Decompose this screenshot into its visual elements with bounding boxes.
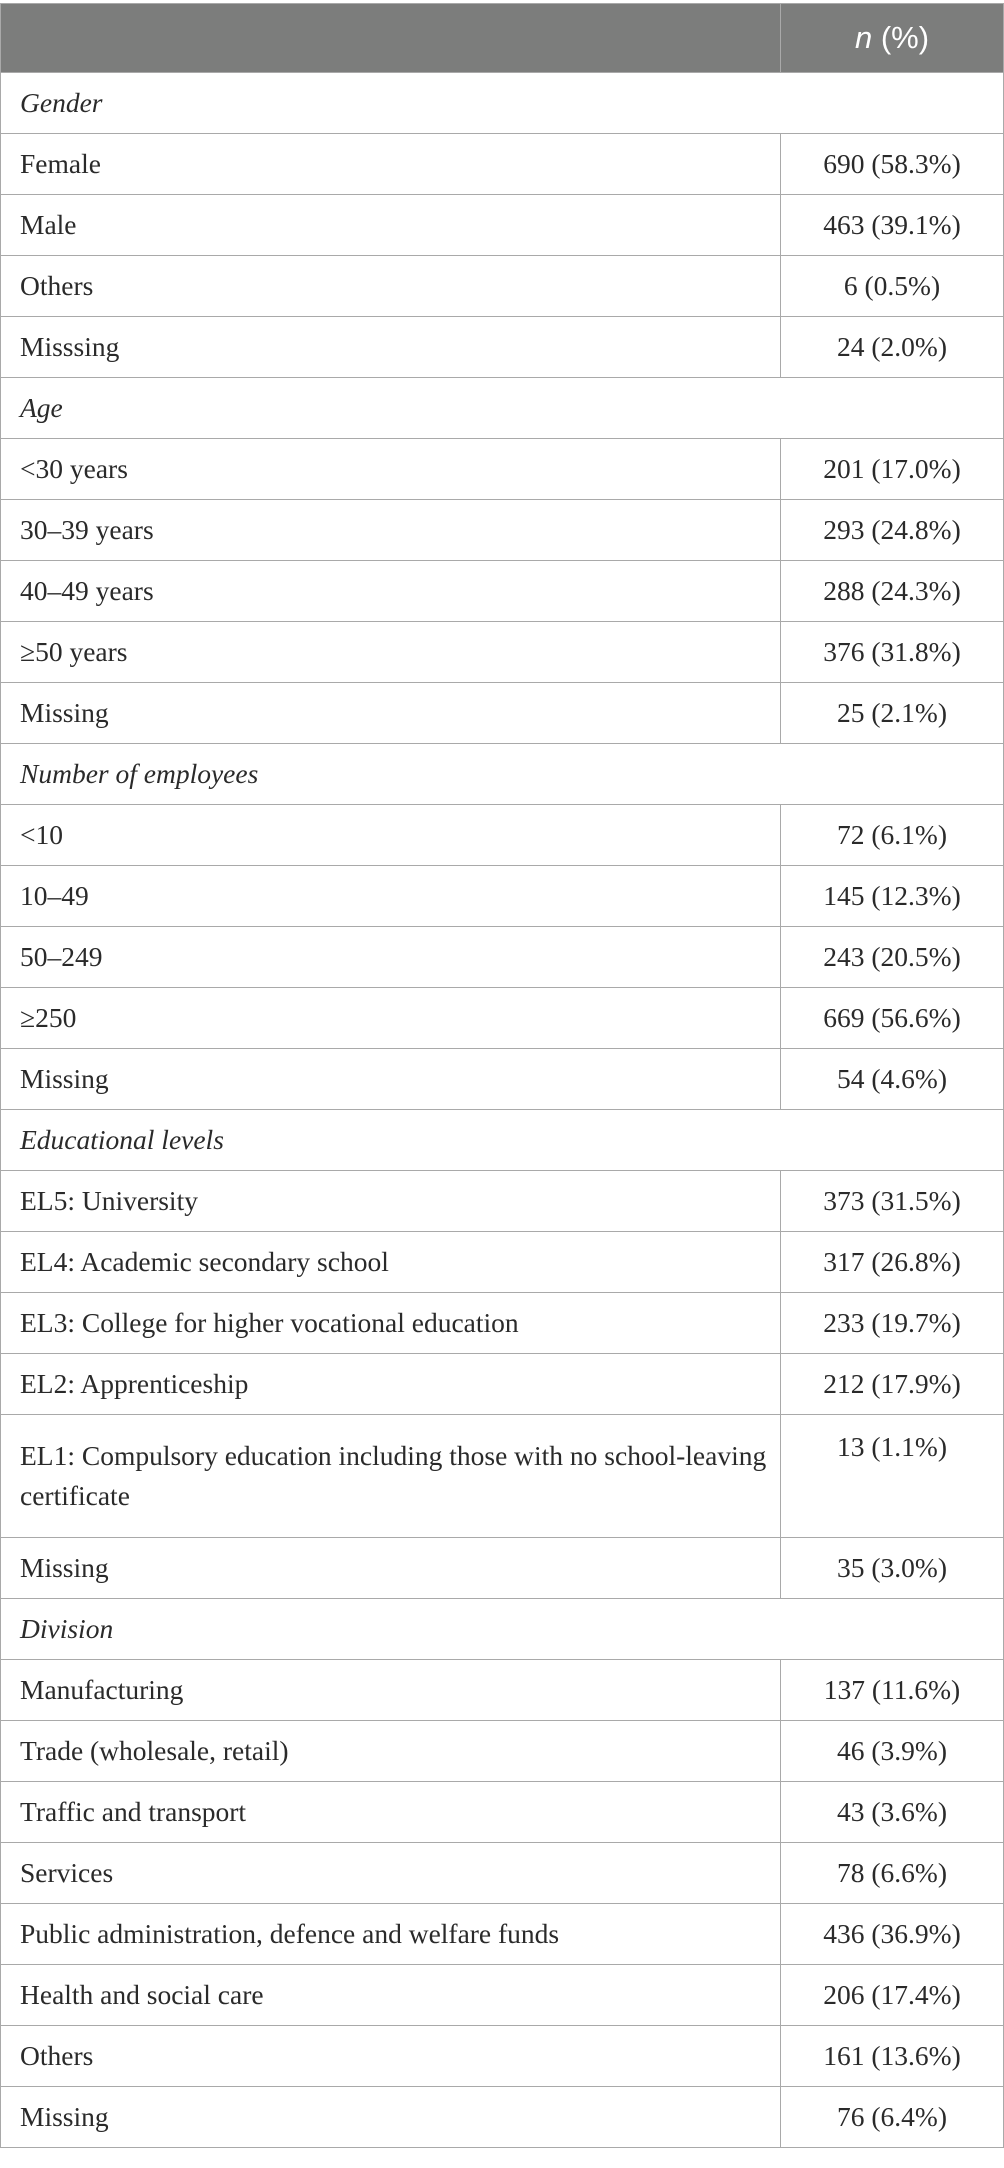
table-row: [1, 988, 1004, 1049]
row-value: 35 (3.0%): [781, 1538, 1004, 1599]
table-body: [1, 73, 1004, 2148]
table-row: [1, 561, 1004, 622]
header-percent-symbol: (%): [880, 20, 930, 55]
header-row: [1, 4, 1004, 73]
row-value: 161 (13.6%): [781, 2026, 1004, 2087]
row-value: 206 (17.4%): [781, 1965, 1004, 2026]
section-header-row: [1, 378, 1004, 439]
table-row: [1, 256, 1004, 317]
row-label: Manufacturing: [1, 1660, 781, 1721]
table-row: [1, 1049, 1004, 1110]
row-value: 72 (6.1%): [781, 805, 1004, 866]
section-header-row: [1, 1110, 1004, 1171]
table-row: [1, 317, 1004, 378]
row-label: Trade (wholesale, retail): [1, 1721, 781, 1782]
row-value: 46 (3.9%): [781, 1721, 1004, 1782]
table-row: [1, 805, 1004, 866]
row-label: Female: [1, 134, 781, 195]
row-label: 40–49 years: [1, 561, 781, 622]
header-n-symbol: n: [854, 20, 873, 55]
row-value: 376 (31.8%): [781, 622, 1004, 683]
table-row: [1, 1782, 1004, 1843]
row-label: Missing: [1, 1049, 781, 1110]
row-value: 24 (2.0%): [781, 317, 1004, 378]
row-label: 10–49: [1, 866, 781, 927]
row-label: EL3: College for higher vocational education: [1, 1293, 781, 1354]
table-row: [1, 1171, 1004, 1232]
row-label: EL4: Academic secondary school: [1, 1232, 781, 1293]
table-row: [1, 1232, 1004, 1293]
table-row: [1, 622, 1004, 683]
row-label: Others: [1, 2026, 781, 2087]
row-label: Services: [1, 1843, 781, 1904]
row-label: Missing: [1, 1538, 781, 1599]
row-value: 25 (2.1%): [781, 683, 1004, 744]
row-value: 201 (17.0%): [781, 439, 1004, 500]
row-value: 78 (6.6%): [781, 1843, 1004, 1904]
demographics-table: [0, 3, 1004, 2148]
row-label: ≥50 years: [1, 622, 781, 683]
row-label: 50–249: [1, 927, 781, 988]
row-label: Traffic and transport: [1, 1782, 781, 1843]
row-label: Health and social care: [1, 1965, 781, 2026]
row-label: Others: [1, 256, 781, 317]
row-label: Male: [1, 195, 781, 256]
section-header-row: [1, 744, 1004, 805]
row-value: 76 (6.4%): [781, 2087, 1004, 2148]
section-header-row: [1, 73, 1004, 134]
table-row: [1, 439, 1004, 500]
row-label: Misssing: [1, 317, 781, 378]
table-row: [1, 1293, 1004, 1354]
table-row: [1, 927, 1004, 988]
table-row: [1, 1354, 1004, 1415]
table-row: [1, 1965, 1004, 2026]
row-value: 43 (3.6%): [781, 1782, 1004, 1843]
table-row: [1, 1660, 1004, 1721]
row-value: 54 (4.6%): [781, 1049, 1004, 1110]
row-value: 13 (1.1%): [781, 1415, 1004, 1538]
row-value: 145 (12.3%): [781, 866, 1004, 927]
table-row: [1, 500, 1004, 561]
row-value: 317 (26.8%): [781, 1232, 1004, 1293]
section-title: Number of employees: [1, 744, 1004, 805]
section-title: Educational levels: [1, 1110, 1004, 1171]
row-value: 233 (19.7%): [781, 1293, 1004, 1354]
row-value: 288 (24.3%): [781, 561, 1004, 622]
table-row: [1, 866, 1004, 927]
row-label: 30–39 years: [1, 500, 781, 561]
row-label: <30 years: [1, 439, 781, 500]
row-label: Missing: [1, 2087, 781, 2148]
row-label: ≥250: [1, 988, 781, 1049]
table-row: [1, 134, 1004, 195]
row-label: EL2: Apprenticeship: [1, 1354, 781, 1415]
row-label: <10: [1, 805, 781, 866]
section-title: Division: [1, 1599, 1004, 1660]
row-value: 293 (24.8%): [781, 500, 1004, 561]
row-value: 137 (11.6%): [781, 1660, 1004, 1721]
section-title: Gender: [1, 73, 1004, 134]
row-value: 212 (17.9%): [781, 1354, 1004, 1415]
table-row: [1, 1843, 1004, 1904]
row-value: 373 (31.5%): [781, 1171, 1004, 1232]
table-row: [1, 195, 1004, 256]
row-value: 463 (39.1%): [781, 195, 1004, 256]
table-row: [1, 1721, 1004, 1782]
table-row: [1, 2026, 1004, 2087]
header-n-percent-cell: [781, 4, 1004, 73]
table-row: [1, 1904, 1004, 1965]
section-title: Age: [1, 378, 1004, 439]
row-label: EL1: Compulsory education including those with no school-leaving certificate: [1, 1415, 781, 1538]
row-label: EL5: University: [1, 1171, 781, 1232]
row-label: Missing: [1, 683, 781, 744]
section-header-row: [1, 1599, 1004, 1660]
table-row: [1, 1538, 1004, 1599]
row-value: 669 (56.6%): [781, 988, 1004, 1049]
row-value: 436 (36.9%): [781, 1904, 1004, 1965]
row-value: 243 (20.5%): [781, 927, 1004, 988]
table-row: [1, 2087, 1004, 2148]
table-row: [1, 1415, 1004, 1538]
row-label: Public administration, defence and welfare funds: [1, 1904, 781, 1965]
row-value: 690 (58.3%): [781, 134, 1004, 195]
row-value: 6 (0.5%): [781, 256, 1004, 317]
table-row: [1, 683, 1004, 744]
header-label-cell: [1, 4, 781, 73]
